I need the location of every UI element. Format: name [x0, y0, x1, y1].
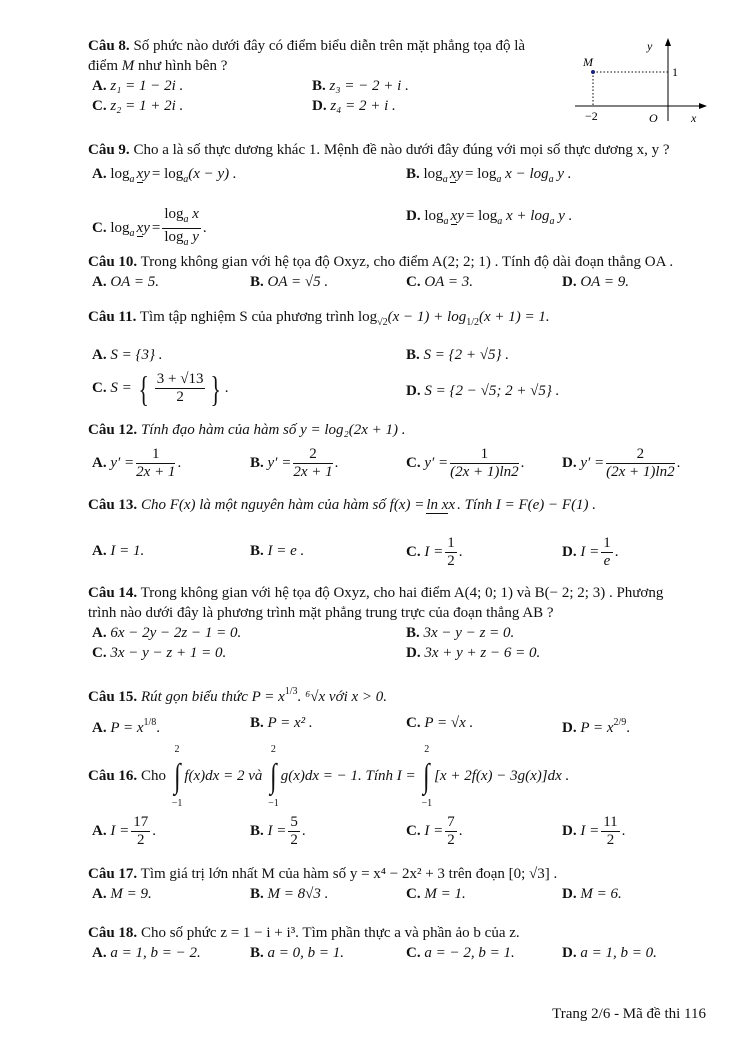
question-18: Câu 18. Cho số phức z = 1 − i + i³. Tìm phần thực a và phần ảo b của z. A. a = 1, b = − 2. B. a = 0, b = 1. C. a = − 2, b = 1. D. a = 1, b = 0. — [88, 925, 657, 961]
question-text: Trong không gian với hệ tọa độ Oxyz, cho hai điểm A(4; 0; 1) và B(− 2; 2; 3) . Phương — [140, 585, 664, 601]
x-label: x — [691, 111, 697, 125]
option-b: B. I = $\frac{5}{2}$ . — [250, 814, 306, 848]
integral-sign: 2 ∫ −1 — [421, 743, 433, 809]
option-d: D. M = 6. — [562, 886, 622, 902]
question-17: Câu 17. Tìm giá trị lớn nhất M của hàm số y = x⁴ − 2x² + 3 trên đoạn [0; √3] . A. M = 9. B. M = 8√3 . C. M = 1. D. M = 6. — [88, 866, 622, 902]
question-text: điểm — [88, 58, 122, 74]
option-b: B. S = {2 + √5} . — [406, 347, 509, 363]
question-text: Số phức nào dưới đây có điểm biểu diễn trên mặt phẳng tọa độ là — [133, 38, 526, 54]
question-text: Rút gọn biểu thức P = x — [140, 689, 285, 705]
integral-sign: 2 ∫ −1 — [171, 743, 183, 809]
option-c: C. y′ = $\frac{1}{(2x + 1)\ln 2}$ . — [406, 446, 525, 480]
origin-label: O — [649, 111, 658, 125]
page-footer: Trang 2/6 - Mã đề thi 116 — [552, 1006, 706, 1022]
option-c: C. P = √x . — [406, 715, 474, 731]
question-text: Trong không gian với hệ tọa độ Oxyz, cho điểm A(2; 2; 1) . Tính độ dài đoạn thẳng OA . — [140, 254, 674, 270]
option-d: D. $P = x^{2/9}$. — [562, 717, 631, 736]
option-b: B. M = 8√3 . — [250, 886, 329, 902]
question-text: Tính đạo hàm của hàm số y = log₂(2x + 1) . — [140, 422, 406, 438]
option-d: D. $\log_a$ xy = $\log_a x + \log_a y$ . — [406, 208, 573, 227]
question-14: Câu 14. Trong không gian với hệ tọa độ Oxyz, cho hai điểm A(4; 0; 1) và B(− 2; 2; 3) . Phương trình nào dưới đây là phương trình mặt phẳng trung trực của đoạn thẳng AB ? A. 6x − 2y − 2z − 1 = 0. B. 3x − y − z = 0. C. 3x − y − z + 1 = 0. D. 3x + y + z − 6 = 0. — [88, 583, 708, 663]
question-label: Câu 9. — [88, 142, 130, 158]
option-d: D. S = {2 − √5; 2 + √5} . — [406, 383, 560, 399]
question-text: Tìm tập nghiệm S của phương trình — [139, 309, 355, 325]
option-d: D. y′ = $\frac{2}{(2x + 1)\ln 2}$ . — [562, 446, 681, 480]
y-label: y — [647, 39, 653, 53]
option-b: B. 3x − y − z = 0. — [406, 625, 515, 641]
option-b: B. P = x² . — [250, 715, 313, 731]
tick-neg2: −2 — [585, 109, 598, 123]
option-c: C. a = − 2, b = 1. — [406, 945, 515, 961]
option-b: B. $\log_a$ xy = $\log_a x - \log_a y$ . — [406, 166, 572, 185]
question-text: Cho F(x) là một nguyên hàm của hàm số f(x) = — [140, 497, 425, 513]
option-a: A. I = $\frac{17}{2}$ . — [92, 814, 156, 848]
option-c: C. 3x − y − z + 1 = 0. — [92, 645, 227, 661]
question-text: trình nào dưới đây là phương trình mặt phẳng trung trực của đoạn thẳng AB ? — [88, 605, 554, 621]
option-a: A. S = {3} . — [92, 347, 163, 363]
option-c: C. $\log_a$ xy = $\frac{\log_a x}{\log_a y}$ . — [92, 206, 207, 248]
tick-1: 1 — [672, 65, 678, 79]
option-d: D. z₄ = 2 + i . — [312, 98, 396, 114]
option-d: D. I = $\frac{11}{2}$ . — [562, 814, 626, 848]
option-b: B. z₃ = − 2 + i . — [312, 78, 409, 94]
option-c: C. M = 1. — [406, 886, 466, 902]
option-c: C. S = { $\frac{3 + √13}{2}$ } . — [92, 368, 229, 409]
m-label: M — [583, 55, 593, 69]
question-9 — [88, 140, 708, 248]
question-text: Tìm giá trị lớn nhất M của hàm số y = x⁴ − 2x² + 3 trên đoạn [0; √3] . — [140, 866, 558, 882]
question-10: Câu 10. Trong không gian với hệ tọa độ Oxyz, cho điểm A(2; 2; 1) . Tính độ dài đoạn thẳng OA . A. OA = 5. B. OA = √5 . C. OA = 3. D. OA = 9. — [88, 254, 674, 290]
option-c: C. z₂ = 1 + 2i . — [92, 98, 184, 114]
option-a: A. z₁ = 1 − 2i . — [92, 78, 184, 94]
option-a: A. OA = 5. — [92, 274, 159, 290]
x-arrow — [699, 103, 707, 109]
question-text: như hình bên ? — [134, 58, 228, 74]
option-a: A. $\log_a$ xy = $\log_a(x - y)$ . — [92, 166, 237, 185]
option-b: B. I = e . — [250, 543, 305, 559]
y-arrow — [665, 38, 671, 46]
option-d: D. OA = 9. — [562, 274, 629, 290]
question-11: Câu 11. Tìm tập nghiệm S của phương trình $\log_{√2}(x - 1) + \log_{1/2}(x + 1) = 1$. A. S = {3} . B. S = {2 + √5} . C. S = { $\frac{3 + √13}{2}$ } . D. S = {2 − √5; 2 + √5} . — [88, 309, 560, 409]
question-13: Câu 13. Cho F(x) là một nguyên hàm của hàm số f(x) = ln xx . Tính I = F(e) − F(1) . A. I = 1. B. I = e . C. I = $\frac{1}{2}$ . D. I = $\frac{1}{e}$ . — [88, 497, 619, 569]
question-label: Câu 8. — [88, 38, 130, 54]
option-c: C. I = $\frac{7}{2}$ . — [406, 814, 463, 848]
point-m — [591, 70, 595, 74]
option-a: A. 6x − 2y − 2z − 1 = 0. — [92, 625, 242, 641]
option-b: B. a = 0, b = 1. — [250, 945, 345, 961]
option-d: D. I = $\frac{1}{e}$ . — [562, 535, 619, 569]
option-a: A. y′ = $\frac{1}{2x + 1}$ . — [92, 446, 182, 480]
question-12: Câu 12. Tính đạo hàm của hàm số y = log₂(2x + 1) . A. y′ = $\frac{1}{2x + 1}$ . B. y′ = $\frac{2}{2x + 1}$ . C. y′ = $\frac{1}{(2x + 1)\ln 2}$ . D. y′ = $\frac{2}{(2x + 1)\ln 2}$ . — [88, 422, 681, 480]
integral-sign: 2 ∫ −1 — [268, 743, 279, 809]
question-15: Câu 15. Rút gọn biểu thức $P = x^{1/3}$. ⁶√x với x > 0. A. $P = x^{1/8}$. B. P = x² . C. P = √x . D. $P = x^{2/9}$. — [88, 686, 631, 736]
coordinate-figure — [575, 36, 710, 126]
option-c: C. I = $\frac{1}{2}$ . — [406, 535, 463, 569]
option-a: A. $P = x^{1/8}$. — [92, 717, 161, 736]
option-d: D. a = 1, b = 0. — [562, 945, 657, 961]
point-label: M — [121, 58, 135, 74]
question-text: Cho số phức z = 1 − i + i³. Tìm phần thực a và phần ảo b của z. — [140, 925, 520, 941]
option-c: C. OA = 3. — [406, 274, 473, 290]
option-a: A. M = 9. — [92, 886, 152, 902]
option-a: A. I = 1. — [92, 543, 145, 559]
option-a: A. a = 1, b = − 2. — [92, 945, 201, 961]
option-d: D. 3x + y + z − 6 = 0. — [406, 645, 541, 661]
option-b: B. y′ = $\frac{2}{2x + 1}$ . — [250, 446, 339, 480]
question-text: Cho a là số thực dương khác 1. Mệnh đề nào dưới đây đúng với mọi số thực dương x, y ? — [133, 142, 670, 158]
question-16: Câu 16. Cho 2 ∫ −1 f(x)dx = 2 và 2 ∫ −1 g(x)dx = − 1. Tính I = 2 ∫ −1 [x + 2f(x) − 3g(x)]dx . A. I = $\frac{17}{2}$ . B. I = $\frac{5}{2}$ . C. I = $\frac{7}{2}$ . D. I = $\frac{11}{2}$ . — [88, 743, 626, 848]
option-b: B. OA = √5 . — [250, 274, 329, 290]
